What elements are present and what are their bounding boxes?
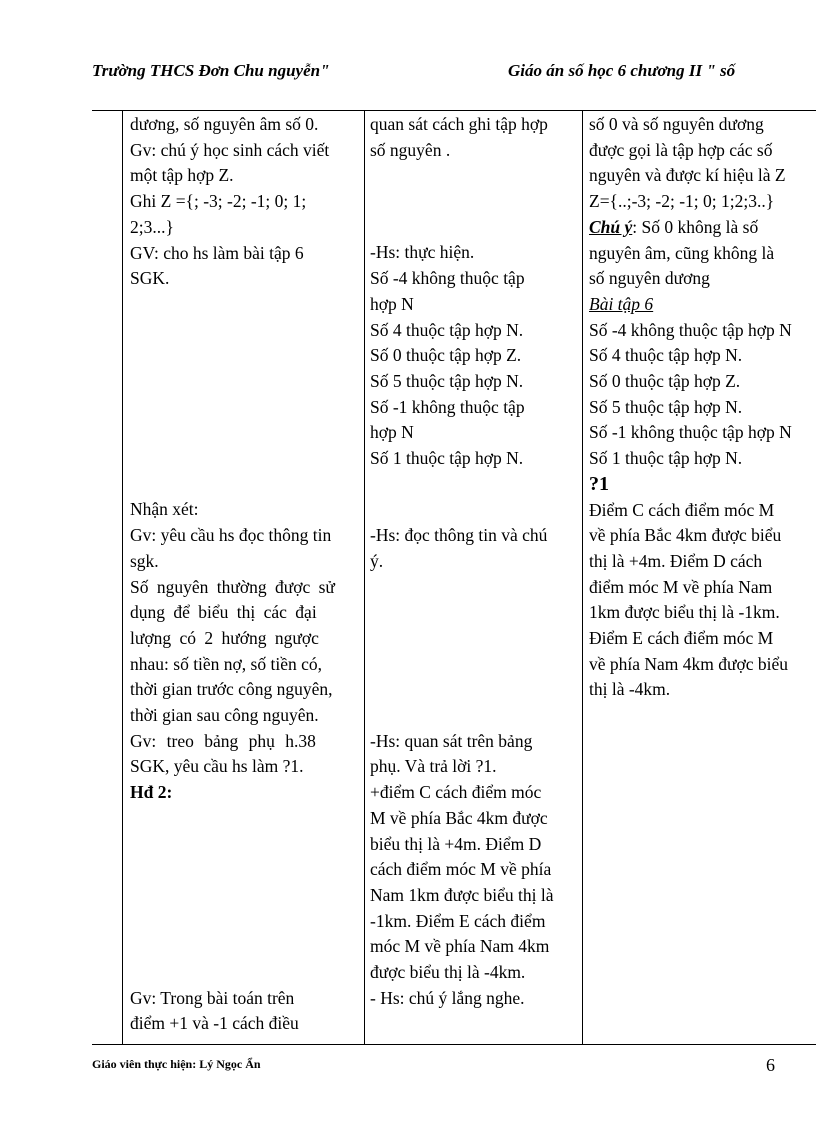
question-heading: ?1	[589, 472, 609, 495]
table-border-left	[122, 110, 123, 1045]
line: Số 1 thuộc tập hợp N.	[370, 448, 524, 469]
line: một tập hợp Z.	[130, 165, 234, 186]
table-bottom-border	[92, 1044, 816, 1045]
line: Gv: Trong bài toán trên	[130, 987, 295, 1008]
line: điểm +1 và -1 cách điều	[130, 1013, 299, 1034]
line: nguyên và được kí hiệu là Z	[589, 165, 786, 186]
note-line: Chú ý: Số 0 không là số	[589, 216, 759, 237]
column-divider-1	[364, 110, 365, 1045]
line: dụng để biểu thị các đại	[130, 602, 317, 623]
line: quan sát cách ghi tập hợp	[370, 114, 548, 134]
line: hợp N	[370, 293, 414, 314]
line: Điểm E cách điểm móc M	[589, 628, 774, 649]
line: Nam 1km được biểu thị là	[370, 884, 554, 905]
line: biểu thị là +4m. Điểm D	[370, 833, 542, 854]
line: Gv: treo bảng phụ h.38	[130, 730, 316, 751]
header-school: Trường THCS Đơn Chu nguyễn"	[92, 61, 330, 80]
line: cách điểm móc M về phía	[370, 859, 552, 880]
line: nhau: số tiền nợ, số tiền có,	[130, 653, 323, 674]
line: điểm móc M về phía Nam	[589, 576, 773, 597]
line: Ghi Z ={; -3; -2; -1; 0; 1;	[130, 191, 307, 212]
line: 1km được biểu thị là -1km.	[589, 602, 780, 623]
line: Số 4 thuộc tập hợp N.	[370, 319, 524, 340]
line: SGK.	[130, 268, 170, 289]
line: Số -1 không thuộc tập hợp N	[589, 422, 792, 443]
activity-heading: Hđ 2:	[130, 782, 173, 803]
line: M về phía Bắc 4km được	[370, 807, 548, 828]
line: hợp N	[370, 422, 414, 443]
line: -Hs: đọc thông tin và chú	[370, 525, 548, 546]
line: Điểm C cách điểm móc M	[589, 499, 775, 520]
line: thời gian trước công nguyên,	[130, 679, 333, 700]
line: Gv: yêu cầu hs đọc thông tin	[130, 525, 332, 546]
content-column	[589, 112, 816, 703]
line: -1km. Điểm E cách điểm	[370, 910, 546, 931]
line: +điểm C cách điểm móc	[370, 782, 542, 803]
line: thị là -4km.	[589, 679, 671, 700]
line: SGK, yêu cầu hs làm ?1.	[130, 756, 304, 777]
student-activity-column	[370, 112, 580, 1011]
page-number: 6	[766, 1055, 775, 1075]
line: số nguyên dương	[589, 268, 710, 289]
line: dương, số nguyên âm số 0.	[130, 114, 319, 134]
line: Số -1 không thuộc tập	[370, 396, 525, 417]
line: thời gian sau công nguyên.	[130, 705, 319, 726]
line: về phía Nam 4km được biểu	[589, 653, 789, 674]
line: - Hs: chú ý lắng nghe.	[370, 987, 525, 1008]
line: được gọi là tập hợp các số	[589, 139, 773, 160]
line: Số 0 thuộc tập hợp Z.	[370, 345, 522, 366]
line: Số -4 không thuộc tập hợp N	[589, 319, 792, 340]
exercise-heading: Bài tập 6	[589, 293, 654, 314]
line: Nhận xét:	[130, 499, 199, 520]
line: sgk.	[130, 550, 159, 571]
line: số 0 và số nguyên dương	[589, 114, 764, 134]
teacher-activity-column	[130, 112, 364, 1037]
line: -Hs: thực hiện.	[370, 242, 475, 263]
line: phụ. Và trả lời ?1.	[370, 756, 497, 777]
line: móc M về phía Nam 4km	[370, 936, 550, 957]
line: Số 5 thuộc tập hợp N.	[370, 370, 524, 391]
line: Số nguyên thường được sử	[130, 576, 335, 597]
column-divider-2	[582, 110, 583, 1045]
line: về phía Bắc 4km được biểu	[589, 525, 782, 546]
line: Số 4 thuộc tập hợp N.	[589, 345, 743, 366]
line: thị là +4m. Điểm D cách	[589, 550, 763, 571]
line: GV: cho hs làm bài tập 6	[130, 242, 304, 263]
note-label: Chú ý	[589, 216, 633, 237]
line: Gv: chú ý học sinh cách viết	[130, 139, 330, 160]
line: Z={..;-3; -2; -1; 0; 1;2;3..}	[589, 191, 775, 212]
line: số nguyên .	[370, 139, 451, 160]
line: ý.	[370, 550, 384, 571]
line: Số 1 thuộc tập hợp N.	[589, 448, 743, 469]
footer-teacher: Giáo viên thực hiện: Lý Ngọc Ẩn	[92, 1057, 261, 1071]
table-top-border	[92, 110, 816, 111]
line: Số -4 không thuộc tập	[370, 268, 525, 289]
header-subject: Giáo án số học 6 chương II " số	[508, 61, 736, 80]
line: Số 0 thuộc tập hợp Z.	[589, 371, 741, 392]
line: -Hs: quan sát trên bảng	[370, 730, 533, 751]
line: 2;3...}	[130, 216, 174, 237]
line: Số 5 thuộc tập hợp N.	[589, 396, 743, 417]
line: nguyên âm, cũng không là	[589, 242, 775, 263]
line: lượng có 2 hướng ngược	[130, 627, 319, 648]
line: được biểu thị là -4km.	[370, 962, 526, 983]
